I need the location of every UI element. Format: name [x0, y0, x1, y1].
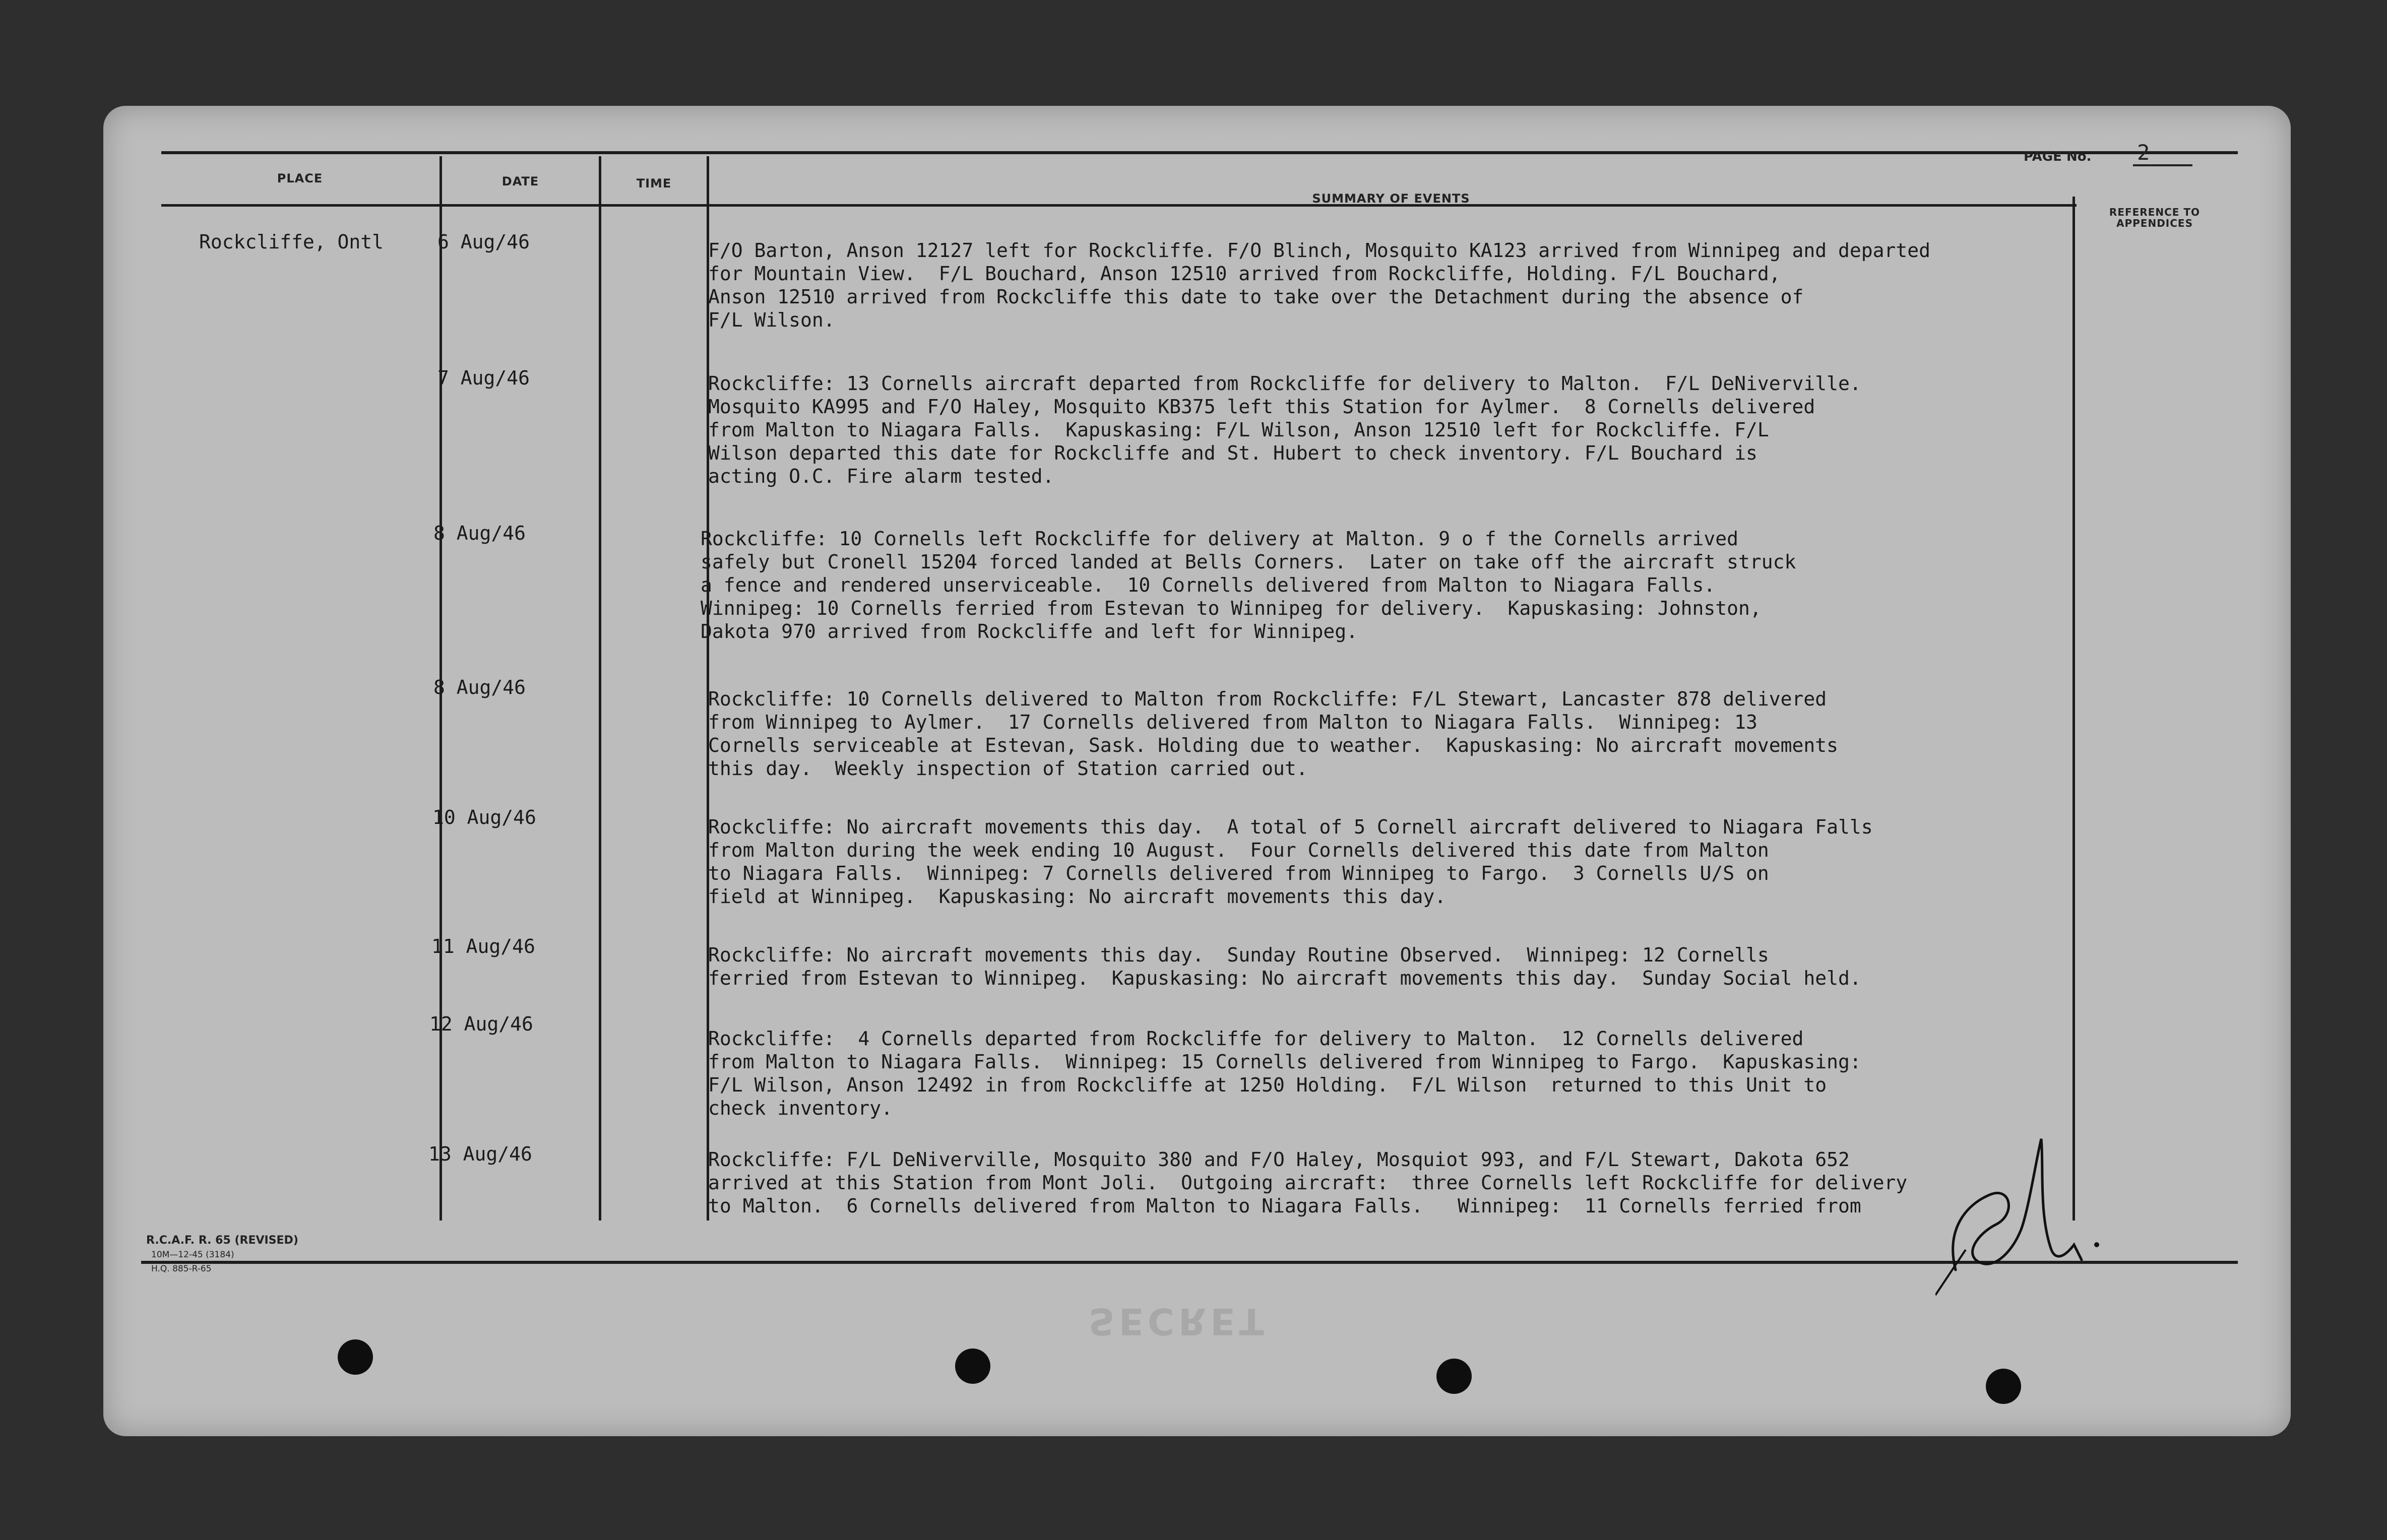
entry-summary: Rockcliffe: 10 Cornells left Rockcliffe for delivery at Malton. 9 o f the Cornells arrived safely but Cronell 15204 forced landed at Bells Corners. Later on take off the aircraft struck a fence and rendered unserviceable. 10 Cornells delivered from Malton to Niagara Falls. Winnipeg: 10 Cornells ferried from Estevan to Winnipeg for delivery. Kapuskasing: Johnston, Dakota 970 arrived from Rockcliffe and left for Winnipeg. — [701, 528, 1796, 643]
page-no-label: PAGE No. — [2024, 149, 2092, 164]
entry-date: 6 Aug/46 — [437, 231, 530, 253]
entry-date: 7 Aug/46 — [437, 367, 530, 389]
col-rule-date — [599, 156, 601, 1221]
form-id: R.C.A.F. R. 65 (REVISED) — [146, 1234, 298, 1247]
form-hq-ref: H.Q. 885-R-65 — [151, 1264, 212, 1274]
header-summary: SUMMARY OF EVENTS — [1312, 191, 1470, 206]
entry-date: 8 Aug/46 — [433, 522, 526, 544]
secret-stamp-bleed: SECRET — [1089, 1300, 1268, 1342]
header-place: PLACE — [277, 171, 323, 185]
top-rule — [161, 151, 2238, 154]
place-value: Rockcliffe, Ontl — [199, 231, 384, 253]
entry-summary: Rockcliffe: 10 Cornells delivered to Malton from Rockcliffe: F/L Stewart, Lancaster 878 delivered from Winnipeg to Aylmer. 17 Cornells delivered from Malton to Niagara Falls. Winnipeg: 13 Cornells serviceable at Estevan, Sask. Holding due to weather. Kapuskasing: No aircraft movements this day. Weekly inspection of Station carried out. — [708, 688, 1839, 780]
entry-summary: Rockcliffe: 13 Cornells aircraft departed from Rockcliffe for delivery to Malton. F/L DeNiverville. Mosquito KA995 and F/O Haley, Mosquito KB375 left this Station for Aylmer. 8 Cornells delivered from Malton to Niagara Falls. Kapuskasing: F/L Wilson, Anson 12510 left for Rockcliffe. F/L Wilson departed this date for Rockcliffe and St. Hubert to check inventory. F/L Bouchard is acting O.C. Fire alarm tested. — [708, 372, 1861, 487]
header-reference: REFERENCE TO APPENDICES — [2109, 206, 2201, 229]
entry-summary: Rockcliffe: 4 Cornells departed from Rockcliffe for delivery to Malton. 12 Cornells delivered from Malton to Niagara Falls. Winnipeg: 15 Cornells delivered from Winnipeg to Fargo. Kapuskasing: F/L Wilson, Anson 12492 in from Rockcliffe at 1250 Holding. F/L Wilson returned to this Unit to check inventory. — [708, 1028, 1861, 1119]
form-footer — [146, 1234, 298, 1276]
entry-summary: F/O Barton, Anson 12127 left for Rockcliffe. F/O Blinch, Mosquito KA123 arrived from Winnipeg and departed for Mountain View. F/L Bouchard, Anson 12510 arrived from Rockcliffe, Holding. F/L Bouchard, Anson 12510 arrived from Rockcliffe this date to take over the Detachment during the absence of F/L Wilson. — [708, 239, 1931, 331]
entry-date: 10 Aug/46 — [432, 806, 536, 828]
header-date: DATE — [501, 174, 539, 188]
bottom-rule — [141, 1261, 2238, 1264]
entry-summary: Rockcliffe: No aircraft movements this day. A total of 5 Cornell aircraft delivered to Niagara Falls from Malton during the week ending 10 August. Four Cornells delivered this date from Malton to Niagara Falls. Winnipeg: 7 Cornells delivered from Winnipeg to Fargo. 3 Cornells U/S on field at Winnipeg. Kapuskasing: No aircraft movements this day. — [708, 816, 1873, 908]
form-print-code: 10M—12-45 (3184) — [151, 1250, 234, 1260]
binder-hole — [1436, 1359, 1472, 1394]
entry-date: 13 Aug/46 — [428, 1143, 532, 1165]
binder-hole — [1986, 1369, 2021, 1404]
page-number: 2 — [2133, 141, 2192, 166]
header-time: TIME — [636, 176, 672, 190]
entry-date: 8 Aug/46 — [433, 676, 526, 698]
entry-date: 12 Aug/46 — [429, 1013, 533, 1035]
entry-summary: Rockcliffe: No aircraft movements this day. Sunday Routine Observed. Winnipeg: 12 Cornells ferried from Estevan to Winnipeg. Kapuskasing: No aircraft movements this day. Sunday Social held. — [708, 944, 1861, 989]
binder-hole — [338, 1339, 373, 1375]
entry-date: 11 Aug/46 — [431, 935, 535, 957]
binder-hole — [955, 1349, 990, 1384]
entry-summary: Rockcliffe: F/L DeNiverville, Mosquito 380 and F/O Haley, Mosquiot 993, and F/L Stewart, Dakota 652 arrived at this Station from Mont Joli. Outgoing aircraft: three Cornells left Rockcliffe for delivery to Malton. 6 Cornells delivered from Malton to Niagara Falls. Winnipeg: 11 Cornells ferried from — [708, 1148, 1908, 1217]
signature — [1935, 1129, 2117, 1300]
